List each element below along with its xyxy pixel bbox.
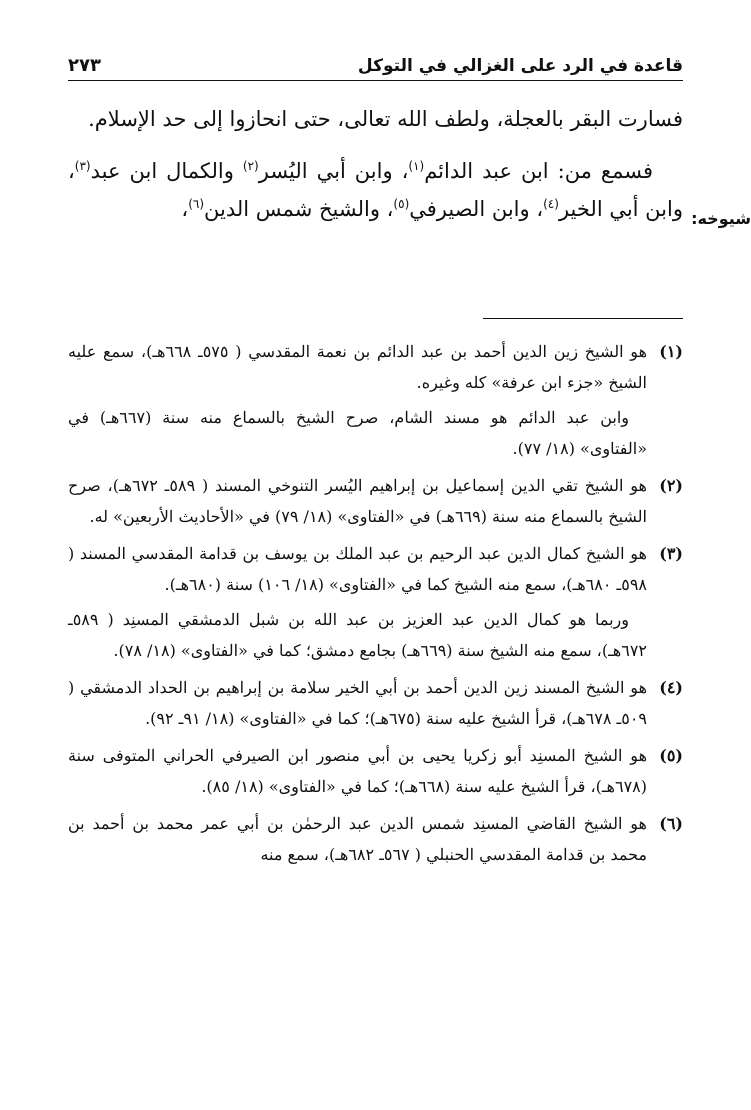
footnote-ref[interactable]: (٥)	[393, 197, 410, 211]
footnote-body	[68, 470, 647, 532]
footnote-paragraph: هو الشيخ كمال الدين عبد الرحيم بن عبد الملك بن يوسف بن قدامة المقدسي المسند ( ٥٩٨ـ ٦٨٠هـ)، سمع منه الشيخ كما في «الفتاوى» (١٨/ ١٠٦) سنة (٦٨٠هـ).	[68, 544, 647, 594]
text-run: والكمال ابن عبد	[90, 159, 243, 183]
footnote-3	[68, 538, 683, 666]
footnote-6	[68, 808, 683, 870]
text-run: ،	[181, 197, 189, 221]
footnote-number: (٢)	[659, 476, 683, 495]
footnotes	[68, 336, 683, 876]
footnote-number: (٥)	[659, 746, 683, 765]
margin-label: شيوخه:	[691, 209, 751, 228]
footnote-body	[68, 672, 647, 734]
body-paragraph-teachers	[68, 152, 683, 228]
footnote-5	[68, 740, 683, 802]
footnote-2	[68, 470, 683, 532]
footnote-4	[68, 672, 683, 734]
footnote-ref[interactable]: (١)	[408, 159, 425, 173]
running-header	[68, 40, 683, 81]
footnote-ref[interactable]: (٦)	[188, 197, 205, 211]
footnote-1	[68, 336, 683, 464]
footnote-paragraph: وابن عبد الدائم هو مسند الشام، صرح الشيخ بالسماع منه سنة (٦٦٧هـ) في «الفتاوى» (١٨/ ٧٧).	[68, 408, 647, 458]
text-run: ، وابن أبي الخير	[68, 159, 683, 221]
footnote-number: (١)	[659, 342, 683, 361]
footnote-ref[interactable]: (٢)	[242, 159, 259, 173]
footnote-divider	[483, 318, 683, 319]
footnote-body	[68, 740, 647, 802]
text-run: ، وابن الصيرفي	[409, 197, 544, 221]
footnote-number: (٤)	[659, 678, 683, 697]
footnote-paragraph: هو الشيخ المسند زين الدين أحمد بن أبي الخير سلامة بن إبراهيم بن الحداد الدمشقي ( ٥٠٩ـ ٦٧٨هـ)، قرأ الشيخ عليه سنة (٦٧٥هـ)؛ كما في «الفتاوى» (١٨/ ٩١ـ ٩٢).	[68, 678, 647, 728]
footnote-body	[68, 538, 647, 666]
footnote-body	[68, 808, 647, 870]
footnote-number: (٣)	[659, 544, 683, 563]
main-text	[68, 100, 683, 228]
footnote-number: (٦)	[659, 814, 683, 833]
footnote-ref[interactable]: (٣)	[74, 159, 91, 173]
footnote-paragraph: وربما هو كمال الدين عبد العزيز بن عبد الله بن شبل الدمشقي المسنِد ( ٥٨٩ـ ٦٧٢هـ)، سمع منه الشيخ سنة (٦٦٩هـ) بجامع دمشق؛ كما في «الفتاوى» (١٨/ ٧٨).	[68, 610, 647, 660]
page-number: ٢٧٣	[68, 55, 101, 76]
running-title: قاعدة في الرد على الغزالي في التوكل	[357, 56, 683, 76]
footnote-ref[interactable]: (٤)	[543, 197, 559, 211]
body-paragraph: فسارت البقر بالعجلة، ولطف الله تعالى، حتى انحازوا إلى حد الإسلام.	[88, 107, 683, 131]
text-run: ، والشيخ شمس الدين	[204, 197, 394, 221]
footnote-paragraph: هو الشيخ القاضي المسنِد شمس الدين عبد الرحمٰن بن أبي عمر محمد بن أحمد بن محمد بن قدامة المقدسي الحنبلي ( ٥٦٧ـ ٦٨٢هـ)، سمع منه	[68, 814, 647, 864]
footnote-paragraph: هو الشيخ المسنِد أبو زكريا يحيى بن أبي منصور ابن الصيرفي الحراني المتوفى سنة (٦٧٨هـ)، قرأ الشيخ عليه سنة (٦٦٨هـ)؛ كما في «الفتاوى» (١٨/ ٨٥).	[68, 746, 647, 796]
footnote-paragraph: هو الشيخ زين الدين أحمد بن عبد الدائم بن نعمة المقدسي ( ٥٧٥ـ ٦٦٨هـ)، سمع عليه الشيخ «جزء ابن عرفة» كله وغيره.	[68, 342, 648, 392]
text-run: فسمع من: ابن عبد الدائم	[424, 159, 653, 183]
footnote-body	[68, 336, 647, 464]
footnote-paragraph: هو الشيخ تقي الدين إسماعيل بن إبراهيم اليُسر التنوخي المسند ( ٥٨٩ـ ٦٧٢هـ)، صرح الشيخ بالسماع منه سنة (٦٦٩هـ) في «الفتاوى» (١٨/ ٧٩) في «الأحاديث الأربعين» له.	[68, 476, 647, 526]
text-run: ، وابن أبي اليُسر	[258, 159, 409, 183]
